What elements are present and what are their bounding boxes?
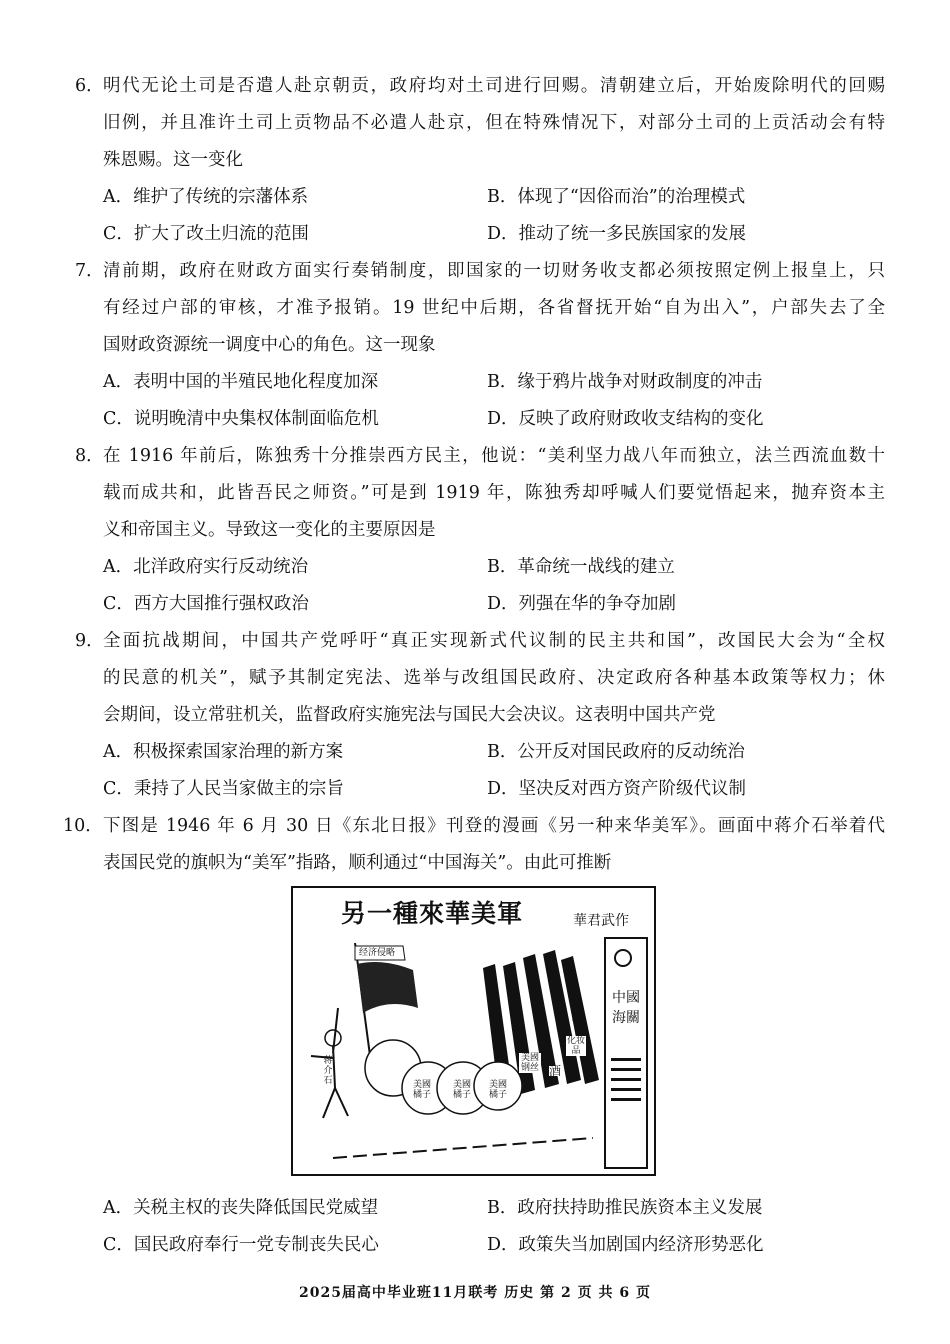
stem-text: 的民意的机关”，赋予其制定宪法、选举与改组国民政府、决定政府各种基本政策等权力；休 xyxy=(103,668,885,688)
stem-text: 下图是 1946 年 6 月 30 日《东北日报》刊登的漫画《另一种来华美军》。画面中蒋介石举着代 xyxy=(103,816,885,836)
options-row xyxy=(0,216,950,253)
option-a[interactable]: A．关税主权的丧失降低国民党威望 xyxy=(103,1198,379,1218)
stem-text: 国财政资源统一调度中心的角色。这一现象 xyxy=(103,335,436,355)
option-b[interactable]: B．政府扶持助推民族资本主义发展 xyxy=(487,1198,763,1218)
question-6-stem-line xyxy=(0,142,885,179)
question-8-stem-line xyxy=(0,438,885,475)
option-d[interactable]: D．政策失当加剧国内经济形势恶化 xyxy=(487,1235,764,1255)
options-row xyxy=(0,1227,950,1264)
cartoon-image xyxy=(291,886,656,1176)
question-7-stem-line xyxy=(0,327,885,364)
stem-text: 在 1916 年前后，陈独秀十分推崇西方民主，他说：“美利坚力战八年而独立，法兰西流血数十 xyxy=(103,446,885,466)
question-10-stem-line xyxy=(0,808,885,845)
question-6-stem-line xyxy=(0,105,885,142)
question-7-stem-line xyxy=(0,253,885,290)
option-c[interactable]: C．国民政府奉行一党专制丧失民心 xyxy=(103,1235,379,1255)
figure-label: 蒋介石 xyxy=(323,1056,333,1086)
stem-text: 全面抗战期间，中国共产党呼吁“真正实现新式代议制的民主共和国”，改国民大会为“全权 xyxy=(103,631,885,651)
cotton-label: 美棉 xyxy=(571,998,583,1025)
option-c[interactable]: C．秉持了人民当家做主的宗旨 xyxy=(103,779,344,799)
cosmetics-label: 化妆品 xyxy=(566,1036,585,1056)
stem-text: 清前期，政府在财政方面实行奏销制度，即国家的一切财务收支都必须按照定例上报皇上，只 xyxy=(103,261,885,281)
orange-label-1: 美國橘子 xyxy=(412,1080,431,1100)
page-footer: 2025届高中毕业班11月联考 历史 第 2 页 共 6 页 xyxy=(298,1285,652,1301)
stem-text: 旧例，并且准许土司上贡物品不必遣人赴京，但在特殊情况下，对部分土司的上贡活动会有特 xyxy=(103,113,885,133)
cartoon-author: 華君武作 xyxy=(573,913,629,929)
option-c[interactable]: C．西方大国推行强权政治 xyxy=(103,594,309,614)
option-c[interactable]: C．说明晚清中央集权体制面临危机 xyxy=(103,409,379,429)
flag-label: 经济侵略 xyxy=(359,948,396,958)
question-9-stem-line xyxy=(0,623,885,660)
options-row xyxy=(0,771,950,808)
option-a[interactable]: A．维护了传统的宗藩体系 xyxy=(103,187,309,207)
stem-text: 义和帝国主义。导致这一变化的主要原因是 xyxy=(103,520,436,540)
option-a[interactable]: A．表明中国的半殖民地化程度加深 xyxy=(103,372,379,392)
question-number: 7． xyxy=(75,261,104,281)
options-row xyxy=(0,734,950,771)
stem-text: 载而成共和，此皆吾民之师资。”可是到 1919 年，陈独秀却呼喊人们要觉悟起来，抛弃资本主 xyxy=(103,483,885,503)
option-b[interactable]: B．体现了“因俗而治”的治理模式 xyxy=(487,187,746,207)
question-9-stem-line xyxy=(0,697,885,734)
customs-label: 中國海關 xyxy=(612,990,640,1026)
stem-text: 明代无论土司是否遣人赴京朝贡，政府均对土司进行回赐。清朝建立后，开始废除明代的回赐 xyxy=(103,76,885,96)
option-d[interactable]: D．反映了政府财政收支结构的变化 xyxy=(487,409,764,429)
question-9-stem-line xyxy=(0,660,885,697)
question-number: 9． xyxy=(75,631,104,651)
question-number: 10． xyxy=(63,816,103,836)
option-c[interactable]: C．扩大了改土归流的范围 xyxy=(103,224,309,244)
options-row xyxy=(0,401,950,438)
option-d[interactable]: D．推动了统一多民族国家的发展 xyxy=(487,224,747,244)
question-6-stem-line xyxy=(0,68,885,105)
cartoon-title: 另一種來華美軍 xyxy=(341,899,524,928)
options-row xyxy=(0,364,950,401)
question-8-stem-line xyxy=(0,512,885,549)
question-10-stem-line xyxy=(0,845,885,882)
orange-label-3: 美國橘子 xyxy=(488,1080,507,1100)
stem-text: 会期间，设立常驻机关，监督政府实施宪法与国民大会决议。这表明中国共产党 xyxy=(103,705,716,725)
option-b[interactable]: B．公开反对国民政府的反动统治 xyxy=(487,742,745,762)
question-number: 8． xyxy=(75,446,104,466)
cartoon-drawing xyxy=(293,888,656,1176)
orange-label-2: 美國橘子 xyxy=(452,1080,471,1100)
question-number: 6． xyxy=(75,76,104,96)
option-d[interactable]: D．坚决反对西方资产阶级代议制 xyxy=(487,779,747,799)
wine-label: 酒 xyxy=(549,1064,562,1078)
stem-text: 殊恩赐。这一变化 xyxy=(103,150,243,170)
steel-label: 美國钢丝 xyxy=(520,1053,539,1073)
stem-text: 有经过户部的审核，才准予报销。19 世纪中后期，各省督抚开始“自为出入”，户部失去了全 xyxy=(103,298,885,318)
question-8-stem-line xyxy=(0,475,885,512)
question-7-stem-line xyxy=(0,290,885,327)
options-row xyxy=(0,1190,950,1227)
options-row xyxy=(0,179,950,216)
option-a[interactable]: A．积极探索国家治理的新方案 xyxy=(103,742,344,762)
options-row xyxy=(0,586,950,623)
stem-text: 表国民党的旗帜为“美军”指路，顺利通过“中国海关”。由此可推断 xyxy=(103,853,612,873)
option-a[interactable]: A．北洋政府实行反动统治 xyxy=(103,557,309,577)
option-b[interactable]: B．缘于鸦片战争对财政制度的冲击 xyxy=(487,372,763,392)
option-b[interactable]: B．革命统一战线的建立 xyxy=(487,557,675,577)
option-d[interactable]: D．列强在华的争夺加剧 xyxy=(487,594,677,614)
question-list xyxy=(0,68,950,1264)
options-row xyxy=(0,549,950,586)
